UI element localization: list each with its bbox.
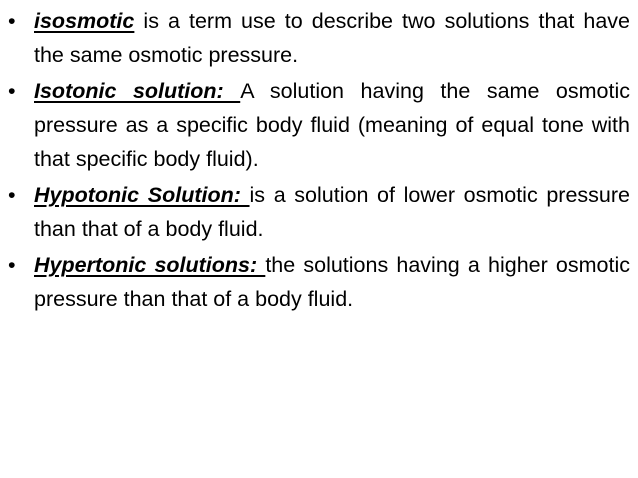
bullet-icon: • <box>8 9 16 33</box>
definition-hypotonic-solution: is a solution of lower osmotic pressure than that of a body fluid. <box>34 183 630 241</box>
bullet-item-isotonic <box>8 74 630 176</box>
bullet-item-isosmotic <box>8 4 630 72</box>
term-hypotonic-solution: Hypotonic Solution: <box>34 183 250 207</box>
bullet-list <box>8 4 630 318</box>
definition-isotonic-solution: A solution having the same osmotic pressure as a specific body fluid (meaning of equal tone with that specific body fluid). <box>34 79 630 171</box>
bullet-item-hypotonic <box>8 178 630 246</box>
bullet-icon: • <box>8 79 16 103</box>
bullet-item-hypertonic <box>8 248 630 316</box>
bullet-icon: • <box>8 253 16 277</box>
definition-hypertonic-solutions: the solutions having a higher osmotic pressure than that of a body fluid. <box>34 253 630 311</box>
definition-isosmotic: is a term use to describe two solutions that have the same osmotic pressure. <box>34 9 630 67</box>
bullet-icon: • <box>8 183 16 207</box>
term-hypertonic-solutions: Hypertonic solutions: <box>34 253 266 277</box>
term-isosmotic: isosmotic <box>34 9 135 33</box>
term-isotonic-solution: Isotonic solution: <box>34 79 241 103</box>
